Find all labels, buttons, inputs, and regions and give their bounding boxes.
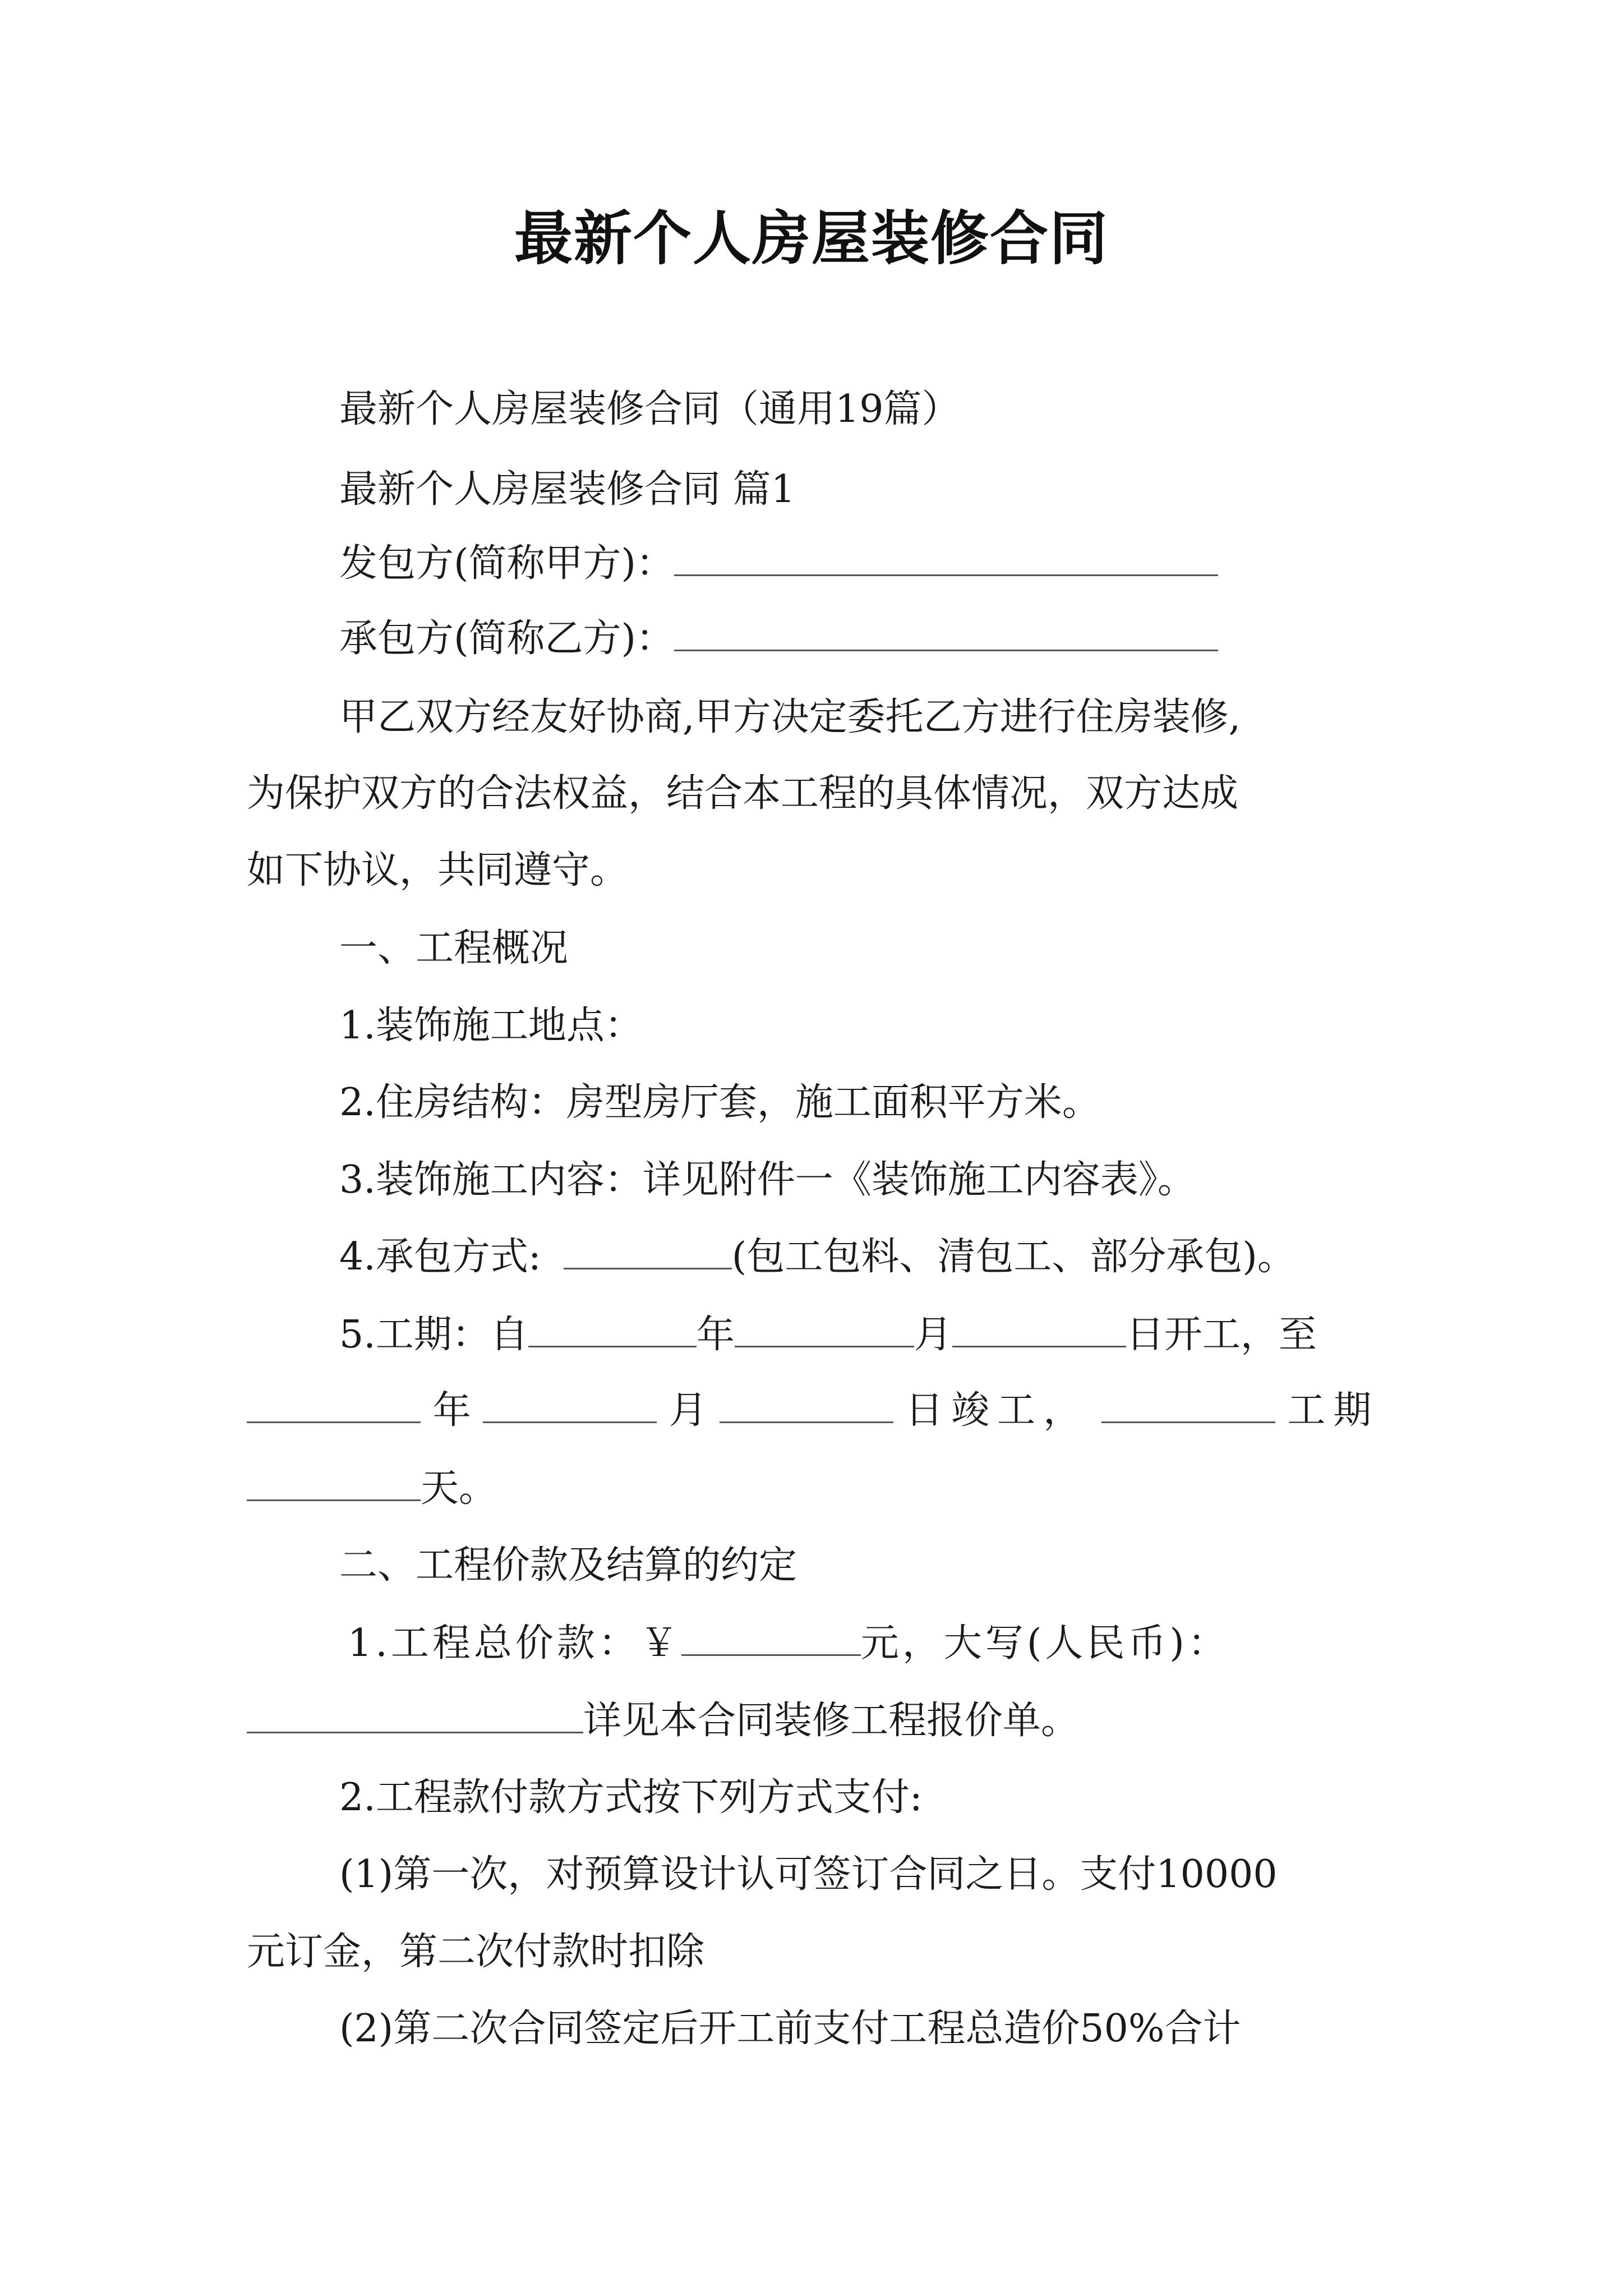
item5-end-day-blank	[720, 1387, 893, 1423]
party-b-row	[339, 611, 1489, 667]
item5-days-label: 天。	[421, 1466, 497, 1511]
item5-end-year-label: 年	[432, 1388, 471, 1433]
item5-day-blank	[952, 1311, 1126, 1347]
party-a-row	[339, 536, 1489, 592]
intro-line-3: 如下协议，共同遵守。	[247, 848, 629, 892]
item5-month-label: 月	[914, 1313, 952, 1357]
part2-item2: 2.工程款付款方式按下列方式支付:	[339, 1775, 923, 1820]
item1-suffix: 详见本合同装修工程报价单。	[583, 1699, 1080, 1743]
item1-mid: 元，大写(人民币)：	[860, 1621, 1229, 1665]
item5-year-blank	[528, 1311, 697, 1347]
part1-item1: 1.装饰施工地点：	[339, 1004, 643, 1048]
payment1-line1: (1)第一次，对预算设计认可签订合同之日。支付10000	[339, 1852, 1278, 1897]
item5-period-label: 工期	[1287, 1388, 1380, 1433]
part1-item4	[339, 1229, 1489, 1285]
party-b-label: 承包方(简称乙方)：	[339, 616, 675, 661]
item5-year-label: 年	[696, 1313, 735, 1357]
part1-item2: 2.住房结构：房型房厅套，施工面积平方米。	[339, 1080, 1100, 1125]
part2-item1-line1	[348, 1616, 1497, 1672]
item5-period-blank	[1101, 1387, 1275, 1423]
section-heading: 最新个人房屋装修合同 篇1	[339, 467, 795, 512]
item5-days-blank	[247, 1465, 421, 1501]
part2-item1-line2	[247, 1693, 1396, 1749]
item5-end-month-label: 月	[668, 1388, 707, 1433]
item5-end-month-blank	[483, 1387, 657, 1423]
part1-item5-line1	[339, 1307, 1489, 1363]
party-b-blank	[674, 615, 1218, 651]
part1-heading: 一、工程概况	[339, 926, 569, 970]
item1-words-blank	[247, 1697, 583, 1733]
intro-line-1: 甲乙双方经友好协商,甲方决定委托乙方进行住房装修,	[339, 695, 1241, 739]
document-subtitle: 最新个人房屋装修合同（通用19篇）	[339, 387, 960, 431]
item1-amount-blank	[681, 1619, 861, 1656]
document-title: 最新个人房屋装修合同	[514, 204, 1109, 273]
item5-end-label: 日竣工，	[905, 1388, 1090, 1433]
part1-item3: 3.装饰施工内容：详见附件一《装饰施工内容表》。	[339, 1158, 1196, 1202]
item5-prefix: 5.工期：自	[339, 1313, 528, 1357]
item4-prefix: 4.承包方式:	[339, 1235, 541, 1279]
part2-heading: 二、工程价款及结算的约定	[339, 1543, 797, 1588]
part1-item5-line3	[247, 1461, 1396, 1517]
item1-prefix: 1.工程总价款：￥	[348, 1621, 681, 1665]
payment1-line2: 元订金，第二次付款时扣除	[247, 1930, 705, 1974]
item4-blank	[564, 1233, 732, 1269]
item5-month-blank	[735, 1311, 914, 1347]
item5-start-label: 日开工，至	[1126, 1313, 1317, 1357]
item5-end-year-blank	[247, 1387, 421, 1423]
party-a-label: 发包方(简称甲方)：	[339, 541, 675, 586]
party-a-blank	[674, 540, 1218, 576]
item4-suffix: (包工包料、清包工、部分承包)。	[731, 1235, 1295, 1279]
part1-item5-line2	[247, 1383, 1396, 1439]
intro-line-2: 为保护双方的合法权益，结合本工程的具体情况，双方达成	[247, 771, 1239, 816]
payment2-line1: (2)第二次合同签定后开工前支付工程总造价50%合计	[339, 2007, 1241, 2051]
